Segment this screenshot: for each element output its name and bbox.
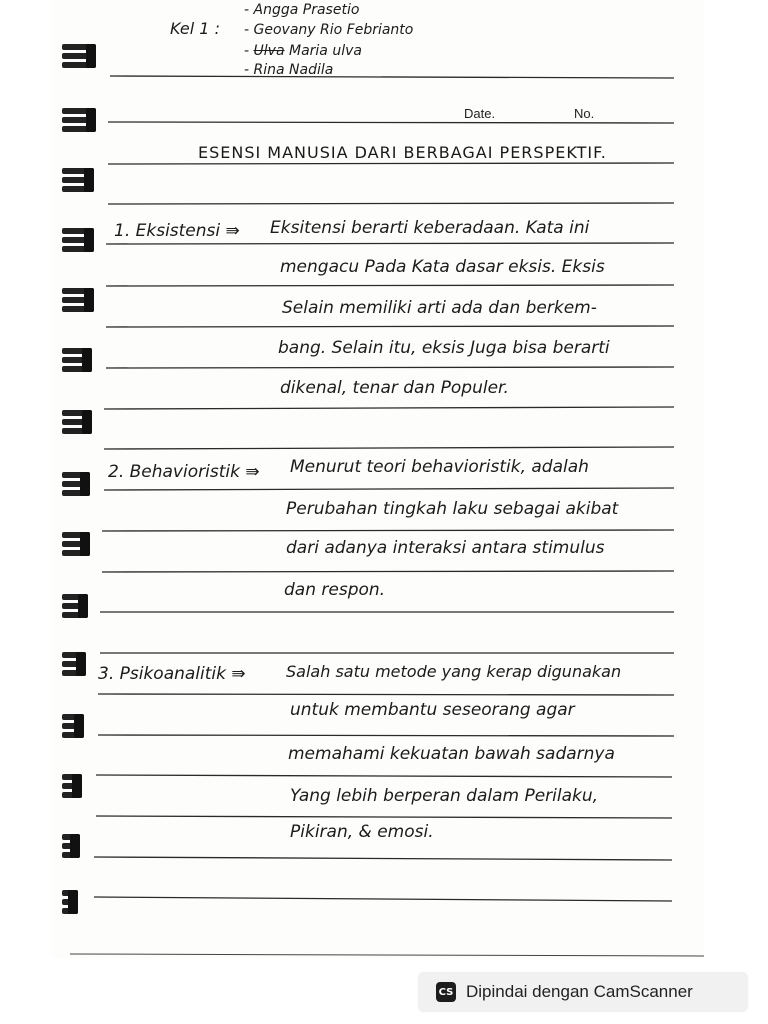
member-crossed-out-text: Ulva [253,43,285,59]
page-title: ESENSI MANUSIA DARI BERBAGAI PERSPEKTIF. [198,143,607,162]
double-arrow-icon: ⇛ [225,221,240,241]
spiral-ring [62,228,94,252]
section-line: Menurut teori behavioristik, adalah [290,457,589,477]
spiral-ring [62,288,94,312]
member-bullet: - [244,2,250,18]
section-line: Pikiran, & emosi. [290,822,434,842]
member-name: Angga Prasetio [253,2,360,18]
spiral-ring [62,652,86,676]
member-item [244,22,413,38]
member-name: Rina Nadila [253,62,334,78]
spiral-ring [62,834,80,858]
section-term: 2. Behavioristik ⇛ [108,462,260,482]
section-line: Salah satu metode yang kerap digunakan [286,662,622,681]
section-line: dari adanya interaksi antara stimulus [286,538,605,558]
member-item [244,2,359,18]
camscanner-watermark [418,972,748,1012]
spiral-ring [62,890,78,914]
spiral-ring [62,714,84,738]
number-label: No. [574,106,595,121]
double-arrow-icon: ⇛ [231,664,246,684]
section-line: bang. Selain itu, eksis Juga bisa berarti [278,338,610,358]
spiral-ring [62,532,90,556]
member-bullet: - [244,62,250,78]
date-label: Date. [464,106,496,121]
section-term: 1. Eksistensi ⇛ [114,221,240,241]
camscanner-logo-icon: CS [436,982,456,1002]
member-item [244,62,333,78]
spiral-ring [62,348,92,372]
spiral-ring [62,774,82,798]
section-line: Yang lebih berperan dalam Perilaku, [290,786,599,806]
section-line: mengacu Pada Kata dasar eksis. Eksis [280,257,605,277]
section-line: Selain memiliki arti ada dan berkem- [282,298,597,318]
section-line: Perubahan tingkah laku sebagai akibat [286,499,619,519]
spiral-ring [62,410,92,434]
spiral-ring [62,472,90,496]
spiral-ring [62,168,94,192]
section-line: Eksitensi berarti keberadaan. Kata ini [270,218,590,238]
section-line: memahami kekuatan bawah sadarnya [288,744,615,764]
spiral-ring [62,594,88,618]
section-term: 3. Psikoanalitik ⇛ [98,664,246,684]
spiral-ring [62,44,96,68]
member-name: Geovany Rio Febrianto [253,22,414,38]
member-item [244,43,362,59]
double-arrow-icon: ⇛ [245,462,260,482]
member-bullet: - [244,22,250,38]
group-label: Kel 1 : [170,19,220,38]
spiral-binding [0,0,120,960]
member-name: Maria ulva [288,43,362,59]
section-line: dikenal, tenar dan Populer. [280,378,509,398]
section-line: dan respon. [284,580,386,600]
member-bullet: - [244,43,250,59]
camscanner-text: Dipindai dengan CamScanner [466,982,693,1001]
spiral-ring [62,108,96,132]
section-line: untuk membantu seseorang agar [290,700,575,720]
